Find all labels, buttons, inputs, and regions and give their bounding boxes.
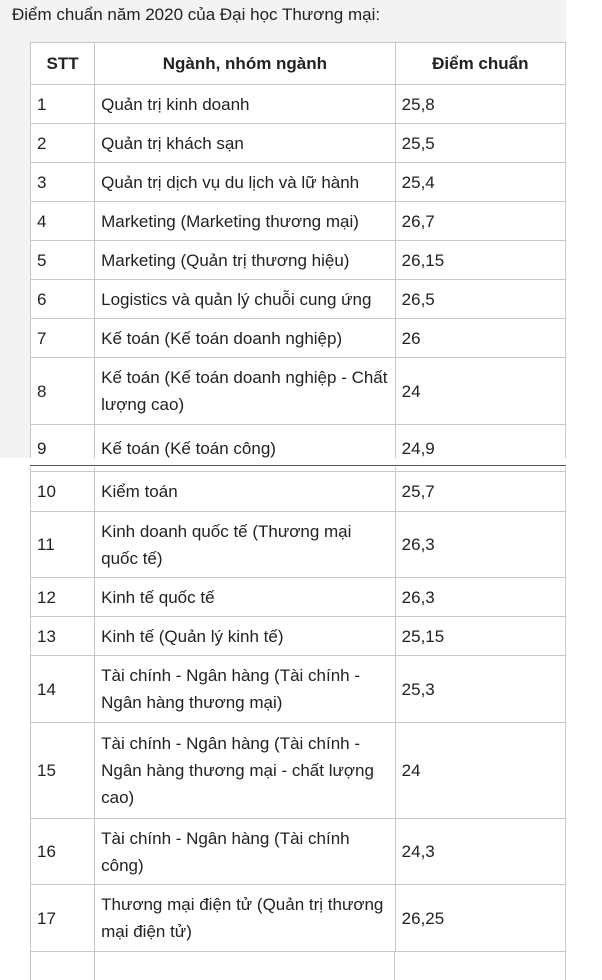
- row-major: Marketing (Marketing thương mại): [95, 202, 396, 241]
- screenshot-seam-line: [30, 465, 566, 466]
- row-major: Tài chính - Ngân hàng (Tài chính - Ngân hàng thương mại): [95, 656, 396, 723]
- table-row: [31, 617, 566, 656]
- table-row: [31, 819, 566, 885]
- header-score: Điểm chuẩn: [395, 43, 565, 85]
- table-header-row: [31, 43, 566, 85]
- row-major: Logistics và quản lý chuỗi cung ứng: [95, 280, 396, 319]
- row-major: Tài chính - Ngân hàng (Tài chính - Ngân hàng thương mại - chất lượng cao): [95, 723, 396, 819]
- row-score: 26,5: [395, 280, 565, 319]
- table-continuation: [30, 951, 566, 980]
- row-major: Kiểm toán: [95, 472, 396, 512]
- row-major: Kế toán (Kế toán doanh nghiệp): [95, 319, 396, 358]
- table-row: [31, 472, 566, 512]
- table-row: [31, 241, 566, 280]
- header-major: Ngành, nhóm ngành: [95, 43, 396, 85]
- row-score: 24,9: [395, 425, 565, 472]
- right-margin: [566, 0, 602, 980]
- table-row: [31, 124, 566, 163]
- row-major: Kinh doanh quốc tế (Thương mại quốc tế): [95, 512, 396, 578]
- table-row: [31, 163, 566, 202]
- row-score: 26,7: [395, 202, 565, 241]
- table-row: [31, 512, 566, 578]
- row-stt: 17: [31, 885, 95, 952]
- table-row: [31, 723, 566, 819]
- row-stt: 13: [31, 617, 95, 656]
- row-score: 25,4: [395, 163, 565, 202]
- row-stt: 3: [31, 163, 95, 202]
- row-stt: 7: [31, 319, 95, 358]
- row-major: Kinh tế quốc tế: [95, 578, 396, 617]
- row-stt: 8: [31, 358, 95, 425]
- table-row: [31, 202, 566, 241]
- row-major: Quản trị khách sạn: [95, 124, 396, 163]
- row-stt: 6: [31, 280, 95, 319]
- row-stt: 11: [31, 512, 95, 578]
- row-stt: 9: [31, 425, 95, 472]
- row-score: 24: [395, 358, 565, 425]
- row-score: 26,25: [395, 885, 565, 952]
- row-stt: 4: [31, 202, 95, 241]
- row-stt: 15: [31, 723, 95, 819]
- table-row: [31, 656, 566, 723]
- row-score: 25,7: [395, 472, 565, 512]
- row-score: 25,3: [395, 656, 565, 723]
- row-major: Kế toán (Kế toán công): [95, 425, 396, 472]
- row-score: 25,8: [395, 85, 565, 124]
- row-score: 25,15: [395, 617, 565, 656]
- header-stt: STT: [31, 43, 95, 85]
- row-stt: 16: [31, 819, 95, 885]
- row-stt: 12: [31, 578, 95, 617]
- row-score: 26: [395, 319, 565, 358]
- row-score: 26,3: [395, 578, 565, 617]
- page-heading: Điểm chuẩn năm 2020 của Đại học Thương mại:: [12, 5, 381, 24]
- row-major: Quản trị kinh doanh: [95, 85, 396, 124]
- table-row: [31, 319, 566, 358]
- table-row: [31, 578, 566, 617]
- table-row: [31, 358, 566, 425]
- row-score: 26,15: [395, 241, 565, 280]
- row-major: Thương mại điện tử (Quản trị thương mại điện tử): [95, 885, 396, 952]
- table-row: [31, 280, 566, 319]
- row-major: Tài chính - Ngân hàng (Tài chính công): [95, 819, 396, 885]
- row-stt: 14: [31, 656, 95, 723]
- row-stt: 1: [31, 85, 95, 124]
- row-stt: 2: [31, 124, 95, 163]
- row-score: 24: [395, 723, 565, 819]
- row-score: 26,3: [395, 512, 565, 578]
- row-score: 25,5: [395, 124, 565, 163]
- table-row: [31, 85, 566, 124]
- row-major: Kinh tế (Quản lý kinh tế): [95, 617, 396, 656]
- table-row: [31, 885, 566, 952]
- row-stt: 10: [31, 472, 95, 512]
- admission-scores-table: [30, 42, 566, 952]
- row-stt: 5: [31, 241, 95, 280]
- row-major: Quản trị dịch vụ du lịch và lữ hành: [95, 163, 396, 202]
- row-score: 24,3: [395, 819, 565, 885]
- row-major: Kế toán (Kế toán doanh nghiệp - Chất lượng cao): [95, 358, 396, 425]
- row-major: Marketing (Quản trị thương hiệu): [95, 241, 396, 280]
